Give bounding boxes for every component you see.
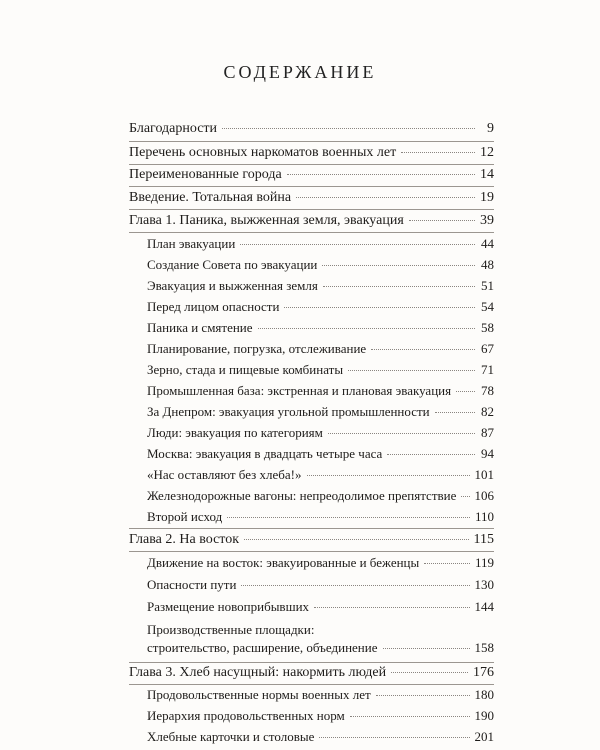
toc-subentry[interactable] (147, 361, 494, 379)
dot-leader (258, 328, 475, 329)
dot-leader (287, 174, 475, 175)
entry-title: Введение. Тотальная война (129, 190, 292, 205)
dot-leader (222, 128, 475, 129)
dot-leader (348, 370, 475, 371)
dot-leader (376, 695, 470, 696)
entry-title: Зерно, стада и пищевые комбинаты (147, 362, 344, 377)
dot-leader (435, 412, 475, 413)
entry-title: «Нас оставляют без хлеба!» (147, 467, 302, 482)
chapter-title: Глава 1. Паника, выжженная земля, эвакуация (129, 213, 404, 228)
toc-subentry[interactable] (147, 554, 494, 572)
entry-title: Переименованные города (129, 167, 282, 182)
entry-page: 144 (474, 599, 494, 614)
divider (129, 141, 494, 142)
entry-page: 71 (481, 362, 494, 377)
entry-page: 87 (481, 425, 494, 440)
entry-title: Промышленная база: экстренная и плановая эвакуация (147, 383, 452, 398)
toc-subentry[interactable] (147, 445, 494, 463)
entry-title: Перед лицом опасности (147, 299, 280, 314)
entry-page: 48 (481, 257, 494, 272)
dot-leader (328, 433, 475, 434)
dot-leader (322, 265, 475, 266)
entry-page: 9 (487, 121, 494, 136)
toc-subentry[interactable] (147, 298, 494, 316)
toc-entry[interactable] (129, 144, 494, 162)
entry-title: Движение на восток: эвакуированные и беженцы (147, 555, 420, 570)
divider (129, 684, 494, 685)
toc-subentry[interactable] (147, 686, 494, 704)
dot-leader (307, 475, 470, 476)
toc-subentry[interactable] (147, 707, 494, 725)
entry-page: 12 (480, 145, 494, 160)
dot-leader (350, 716, 470, 717)
entry-page: 78 (481, 383, 494, 398)
toc-chapter[interactable] (129, 664, 494, 682)
entry-title: Люди: эвакуация по категориям (147, 425, 323, 440)
dot-leader (323, 286, 475, 287)
entry-title-line1: Производственные площадки: (147, 622, 315, 637)
toc-subentry[interactable] (147, 598, 494, 616)
dot-leader (241, 585, 469, 586)
dot-leader (401, 152, 475, 153)
divider (129, 186, 494, 187)
entry-page: 201 (474, 729, 494, 744)
divider (129, 209, 494, 210)
entry-page: 110 (474, 509, 494, 524)
dot-leader (227, 517, 470, 518)
toc-subentry[interactable] (147, 340, 494, 358)
entry-page: 119 (474, 555, 494, 570)
entry-title: Железнодорожные вагоны: непреодолимое препятствие (147, 488, 457, 503)
entry-title: Создание Совета по эвакуации (147, 257, 318, 272)
dot-leader (284, 307, 475, 308)
toc-subentry[interactable] (147, 576, 494, 594)
toc-subentry[interactable] (147, 466, 494, 484)
chapter-title: Глава 3. Хлеб насущный: накормить людей (129, 665, 387, 680)
toc-subentry[interactable] (147, 508, 494, 526)
toc-subentry[interactable] (147, 487, 494, 505)
toc-chapter[interactable] (129, 531, 494, 549)
entry-page: 190 (474, 708, 494, 723)
divider (129, 164, 494, 165)
toc-subentry[interactable] (147, 256, 494, 274)
entry-page: 130 (474, 577, 494, 592)
toc-subentry[interactable] (147, 277, 494, 295)
dot-leader (371, 349, 475, 350)
entry-title: Паника и смятение (147, 320, 253, 335)
divider (129, 662, 494, 663)
dot-leader (314, 607, 469, 608)
dot-leader (409, 220, 475, 221)
toc-subentry[interactable] (147, 235, 494, 253)
entry-title: Размещение новоприбывших (147, 599, 310, 614)
entry-page: 58 (481, 320, 494, 335)
page-title: СОДЕРЖАНИЕ (223, 62, 377, 82)
dot-leader (456, 391, 475, 392)
dot-leader (424, 563, 470, 564)
toc-entry[interactable] (129, 120, 494, 138)
entry-title-line2: строительство, расширение, объединение (147, 640, 378, 655)
entry-page: 19 (480, 190, 494, 205)
divider (129, 528, 494, 529)
toc-chapter[interactable] (129, 212, 494, 230)
entry-page: 44 (481, 236, 494, 251)
entry-page: 158 (474, 640, 494, 655)
entry-title: Москва: эвакуация в двадцать четыре часа (147, 446, 383, 461)
dot-leader (383, 648, 470, 649)
entry-page: 51 (481, 278, 494, 293)
toc-subentry[interactable] (147, 319, 494, 337)
entry-title: Планирование, погрузка, отслеживание (147, 341, 367, 356)
entry-title: Второй исход (147, 509, 223, 524)
dot-leader (240, 244, 475, 245)
entry-title: Перечень основных наркоматов военных лет (129, 145, 397, 160)
entry-title: Эвакуация и выжженная земля (147, 278, 318, 293)
dot-leader (461, 496, 469, 497)
dot-leader (387, 454, 475, 455)
entry-page: 39 (480, 213, 494, 228)
divider (129, 551, 494, 552)
toc-entry[interactable] (129, 189, 494, 207)
dot-leader (296, 197, 475, 198)
dot-leader (244, 539, 468, 540)
toc-subentry-multiline[interactable] (147, 621, 494, 657)
entry-title: Хлебные карточки и столовые (147, 729, 315, 744)
toc-subentry[interactable] (147, 403, 494, 421)
entry-page: 115 (473, 532, 494, 547)
entry-title: За Днепром: эвакуация угольной промышленности (147, 404, 430, 419)
entry-title: Благодарности (129, 121, 218, 136)
entry-page: 67 (481, 341, 494, 356)
toc-subentry[interactable] (147, 728, 494, 746)
entry-page: 106 (474, 488, 494, 503)
toc-subentry[interactable] (147, 382, 494, 400)
entry-title: Иерархия продовольственных норм (147, 708, 345, 723)
dot-leader (319, 737, 469, 738)
entry-page: 180 (474, 687, 494, 702)
entry-title: Продовольственные нормы военных лет (147, 687, 371, 702)
entry-title: План эвакуации (147, 236, 236, 251)
entry-page: 101 (474, 467, 494, 482)
dot-leader (391, 672, 468, 673)
divider (129, 232, 494, 233)
entry-page: 82 (481, 404, 494, 419)
toc-subentry[interactable] (147, 424, 494, 442)
entry-page: 14 (480, 167, 494, 182)
entry-page: 54 (481, 299, 494, 314)
entry-title: Опасности пути (147, 577, 237, 592)
toc-entry[interactable] (129, 166, 494, 184)
entry-page: 176 (473, 665, 494, 680)
entry-page: 94 (481, 446, 494, 461)
chapter-title: Глава 2. На восток (129, 532, 240, 547)
